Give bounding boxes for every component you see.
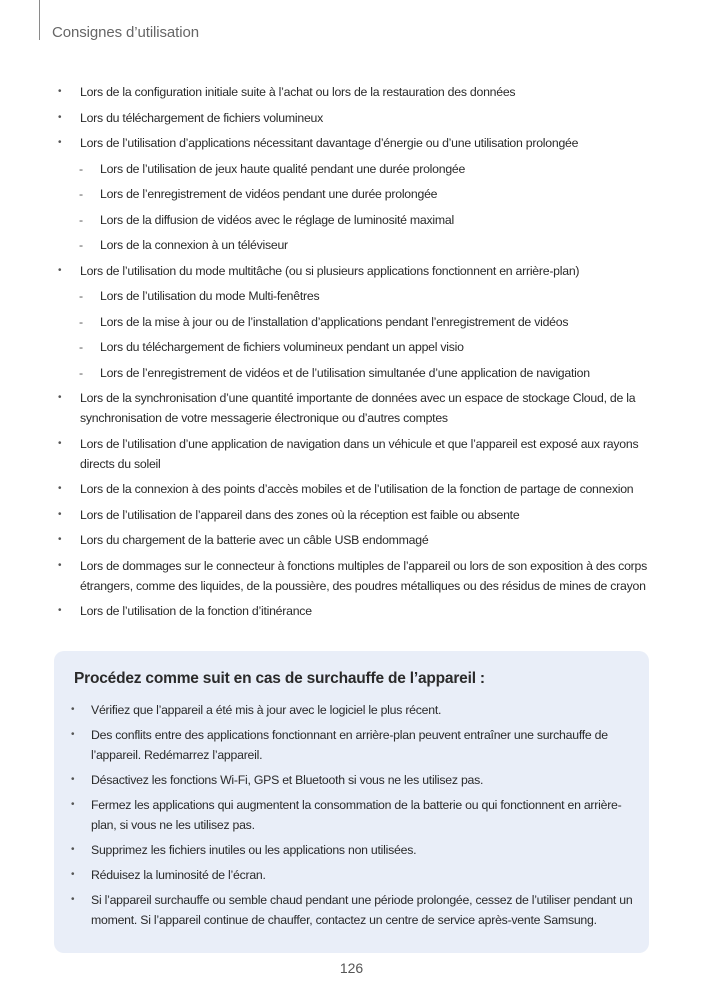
tip-item-text: Désactivez les fonctions Wi-Fi, GPS et Bluetooth si vous ne les utilisez pas. [91, 773, 484, 787]
bullet-icon: • [71, 729, 75, 740]
list-item [58, 133, 658, 153]
bullet-icon: • [71, 774, 75, 785]
sub-list-item [58, 363, 658, 383]
sub-list-item [58, 235, 658, 255]
list-item-text: Lors de l’utilisation d’applications nécessitant davantage d’énergie ou d’une utilisation prolongée [80, 136, 579, 150]
tip-item-text: Réduisez la luminosité de l’écran. [91, 868, 266, 882]
list-item-text: Lors du téléchargement de fichiers volumineux pendant un appel visio [100, 340, 464, 354]
page-number: 126 [339, 960, 364, 976]
bullet-icon: • [58, 534, 62, 545]
list-item [58, 434, 658, 474]
dash-icon: - [79, 314, 83, 329]
list-item-text: Lors de l’utilisation d’une application de navigation dans un véhicule et que l’appareil est exposé aux rayons directs du soleil [80, 436, 639, 471]
dash-icon: - [79, 289, 83, 303]
tip-item-text: Vérifiez que l’appareil a été mis à jour avec le logiciel le plus récent. [91, 703, 442, 717]
dash-icon: - [79, 340, 83, 354]
list-item-text: Lors de dommages sur le connecteur à fonctions multiples de l’appareil ou lors de son exposition à des corps étrangers, comme des liquides, de la poussière, des poudres métalliques ou des résidus de mines de crayon [80, 558, 647, 593]
list-item-text: Lors de l’utilisation du mode Multi-fenêtres [100, 289, 320, 303]
list-item [58, 505, 658, 525]
page-header-title: Consignes d’utilisation [52, 24, 199, 41]
tip-list-item [71, 725, 636, 765]
list-item [58, 261, 658, 281]
list-item [58, 82, 658, 102]
bullet-icon: • [71, 799, 75, 810]
tip-item-text: Fermez les applications qui augmentent la consommation de la batterie ou qui fonctionnent en arrière-plan, si vous ne les utilisez pas. [91, 798, 622, 832]
list-item [58, 108, 658, 128]
bullet-icon: • [71, 869, 75, 880]
list-item [58, 388, 658, 428]
bullet-icon: • [71, 894, 75, 905]
bullet-icon: • [58, 559, 62, 571]
list-item-text: Lors de la connexion à des points d’accès mobiles et de l’utilisation de la fonction de partage de connexion [80, 482, 634, 496]
list-item-text: Lors de la synchronisation d’une quantité importante de données avec un espace de stockage Cloud, de la synchronisation de votre messagerie électronique ou d’autres comptes [80, 391, 636, 425]
tip-item-text: Si l’appareil surchauffe ou semble chaud pendant une période prolongée, cessez de l’utiliser pendant un moment. Si l’appareil continue de chauffer, contactez un centre de service après-vente Samsung. [91, 893, 633, 927]
bullet-icon: • [58, 86, 62, 97]
tip-list-item [71, 865, 636, 885]
list-item-text: Lors de l’enregistrement de vidéos pendant une durée prolongée [100, 187, 438, 201]
tip-list-item [71, 770, 636, 790]
sub-list-item [58, 210, 658, 230]
list-item [58, 556, 658, 596]
dash-icon: - [79, 365, 83, 380]
tip-item-text: Supprimez les fichiers inutiles ou les applications non utilisées. [91, 843, 417, 857]
bullet-icon: • [58, 508, 62, 520]
list-item-text: Lors de la configuration initiale suite à l’achat ou lors de la restauration des données [80, 85, 516, 99]
list-item-text: Lors de l’utilisation de jeux haute qualité pendant une durée prolongée [100, 161, 466, 176]
sub-list-item [58, 312, 658, 332]
list-item-text: Lors de la diffusion de vidéos avec le réglage de luminosité maximal [100, 212, 454, 227]
header-rule [39, 0, 40, 40]
dash-icon: - [79, 161, 83, 176]
list-item-text: Lors de l’enregistrement de vidéos et de l’utilisation simultanée d’une application de navigation [100, 365, 590, 380]
dash-icon: - [79, 212, 83, 227]
list-item-text: Lors du chargement de la batterie avec un câble USB endommagé [80, 533, 429, 547]
list-item-text: Lors de l’utilisation de la fonction d’itinérance [80, 604, 312, 618]
tip-box-title: Procédez comme suit en cas de surchauffe de l’appareil : [74, 670, 485, 687]
bullet-icon: • [58, 111, 62, 123]
overheating-tip-box [54, 651, 649, 953]
list-item-text: Lors de la mise à jour ou de l’installation d’applications pendant l’enregistrement de vidéos [100, 314, 569, 329]
bullet-icon: • [58, 483, 62, 494]
list-item [58, 530, 658, 550]
bullet-icon: • [71, 844, 75, 855]
list-item [58, 601, 658, 621]
list-item-text: Lors de la connexion à un téléviseur [100, 238, 288, 252]
bullet-icon: • [71, 704, 75, 715]
list-item-text: Lors de l’utilisation du mode multitâche (ou si plusieurs applications fonctionnent en arrière-plan) [80, 263, 580, 278]
sub-list-item [58, 337, 658, 357]
tip-list-item [71, 840, 636, 860]
bullet-icon: • [58, 437, 62, 449]
sub-list-item [58, 159, 658, 179]
tip-list-item [71, 795, 636, 835]
list-item [58, 479, 658, 499]
tip-box-list [71, 700, 636, 935]
tip-item-text: Des conflits entre des applications fonctionnant en arrière-plan peuvent entraîner une surchauffe de l’appareil. Redémarrez l’appareil. [91, 728, 608, 762]
sub-list-item [58, 184, 658, 204]
tip-list-item [71, 890, 636, 930]
bullet-icon: • [58, 137, 62, 148]
tip-list-item [71, 700, 636, 720]
dash-icon: - [79, 187, 83, 201]
main-bullet-list [58, 82, 658, 627]
dash-icon: - [79, 238, 83, 252]
sub-list-item [58, 286, 658, 306]
list-item-text: Lors de l’utilisation de l’appareil dans des zones où la réception est faible ou absente [80, 507, 520, 522]
list-item-text: Lors du téléchargement de fichiers volumineux [80, 110, 324, 125]
bullet-icon: • [58, 605, 62, 616]
bullet-icon: • [58, 264, 62, 276]
bullet-icon: • [58, 392, 62, 403]
